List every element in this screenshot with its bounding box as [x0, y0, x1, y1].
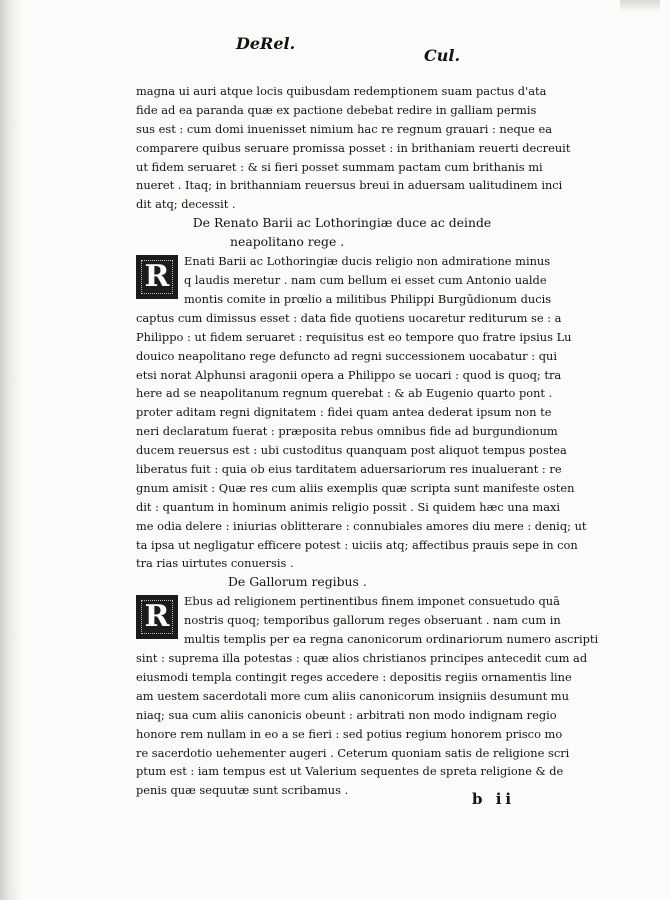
paragraph-gallorum: [136, 592, 599, 800]
text-line: etsi norat Alphunsi aragonii opera a Philippo se uocari : quod is quoq; tra: [136, 367, 562, 382]
text-line: sint : suprema illa potestas : quæ alios christianos principes antecedit cum ad: [136, 651, 588, 666]
text-line: ptum est : iam tempus est ut Valerium sequentes de spreta religione & de: [136, 764, 564, 779]
running-header-right: Cul.: [424, 46, 461, 65]
text-line: multis templis per ea regna canonicorum ordinariorum numero ascripti: [184, 632, 599, 647]
text-line: dit atq; decessit .: [136, 197, 236, 212]
text-line: magna ui auri atque locis quibusdam redemptionem suam pactus d'ata: [136, 84, 547, 98]
text-line: dit : quantum in hominum animis religio possit . Si quidem hæc una maxi: [136, 499, 561, 514]
text-line: ta ipsa ut negligatur efficere potest : uiciis atq; affectibus prauis sepe in con: [136, 537, 578, 552]
text-line: nostris quoq; temporibus gallorum reges obseruant . nam cum in: [184, 613, 561, 628]
text-line: ducem reuersus est : ubi custoditus quanquam post aliquot tempus postea: [136, 443, 567, 458]
scan-corner-smudge: [620, 0, 660, 12]
text-line: gnum amisit : Quæ res cum aliis exemplis quæ scripta sunt manifeste osten: [136, 480, 575, 495]
decorated-initial: R: [136, 595, 178, 639]
text-line: niaq; sua cum aliis canonicis obeunt : arbitrati non modo indignam regio: [136, 707, 557, 722]
text-line: fide ad ea paranda quæ ex pactione debebat redire in galliam permis: [136, 102, 537, 117]
text-line: honore rem nullam in eo a se fieri : sed potius regium honorem prisco mo: [136, 726, 563, 741]
text-line: re sacerdotio uehementer augeri . Ceterum quoniam satis de religione scri: [136, 745, 570, 760]
text-line: montis comite in prœlio a militibus Philippi Burgūdionum ducis: [184, 292, 552, 307]
text-line: Philippo : ut fidem seruaret : requisitus est eo tempore quo fratre ipsius Lu: [136, 329, 572, 344]
running-header-left: DeRel.: [236, 34, 296, 53]
text-line: neri declaratum fuerat : præposita rebus omnibus fide ad burgundionum: [136, 424, 558, 439]
text-line: douico neapolitano rege defuncto ad regni successionem uocabatur : qui: [136, 348, 557, 363]
text-line: tra rias uirtutes conuersis .: [136, 556, 294, 571]
decorated-initial: R: [136, 255, 178, 299]
section-heading-gallorum: De Gallorum regibus .: [228, 574, 367, 590]
text-line: nueret . Itaq; in brithanniam reuersus breui in aduersam ualitudinem inci: [136, 178, 563, 193]
text-line: Enati Barii ac Lothoringiæ ducis religio non admiratione minus: [184, 254, 551, 269]
text-line: am uestem sacerdotali more cum aliis canonicorum insigniis desumunt mu: [136, 688, 569, 703]
section-heading-renato: De Renato Barii ac Lothoringiæ duce ac deinde: [192, 215, 492, 231]
text-block: [136, 82, 599, 800]
paragraph-renato: [136, 252, 587, 573]
text-line: comparere quibus seruare promissa posset : in brithaniam reuerti decreuit: [136, 140, 571, 155]
text-line: here ad se neapolitanum regnum querebat : & ab Eugenio quarto pont .: [136, 386, 553, 401]
section-heading-renato-cont: neapolitano rege .: [230, 234, 345, 250]
scan-edge-shadow: [0, 0, 22, 900]
paragraph-ransom: [136, 82, 571, 214]
text-line: q laudis meretur . nam cum bellum ei esset cum Antonio ualde: [184, 273, 547, 288]
text-line: sus est : cum domi inuenisset nimium hac re regnum grauari : neque ea: [136, 121, 553, 136]
text-line: me odia delere : iniurias oblitterare : connubiales amores diu mere : deniq; ut: [136, 518, 587, 533]
text-line: Ebus ad religionem pertinentibus finem imponet consuetudo quā: [184, 594, 560, 609]
text-line: proter aditam regni dignitatem : fidei quam antea dederat ipsum non te: [136, 405, 552, 420]
text-line: penis quæ sequutæ sunt scribamus .: [136, 783, 349, 798]
text-line: eiusmodi templa contingit reges accedere : depositis regiis ornamentis line: [136, 669, 572, 684]
text-line: captus cum dimissus esset : data fide quotiens uocaretur rediturum se : a: [136, 310, 562, 325]
signature-mark: b ii: [472, 790, 516, 808]
text-line: liberatus fuit : quia ob eius tarditatem aduersariorum res inualuerant : re: [136, 462, 562, 477]
text-line: ut fidem seruaret : & si fieri posset summam pactam cum brithanis mi: [136, 159, 543, 174]
